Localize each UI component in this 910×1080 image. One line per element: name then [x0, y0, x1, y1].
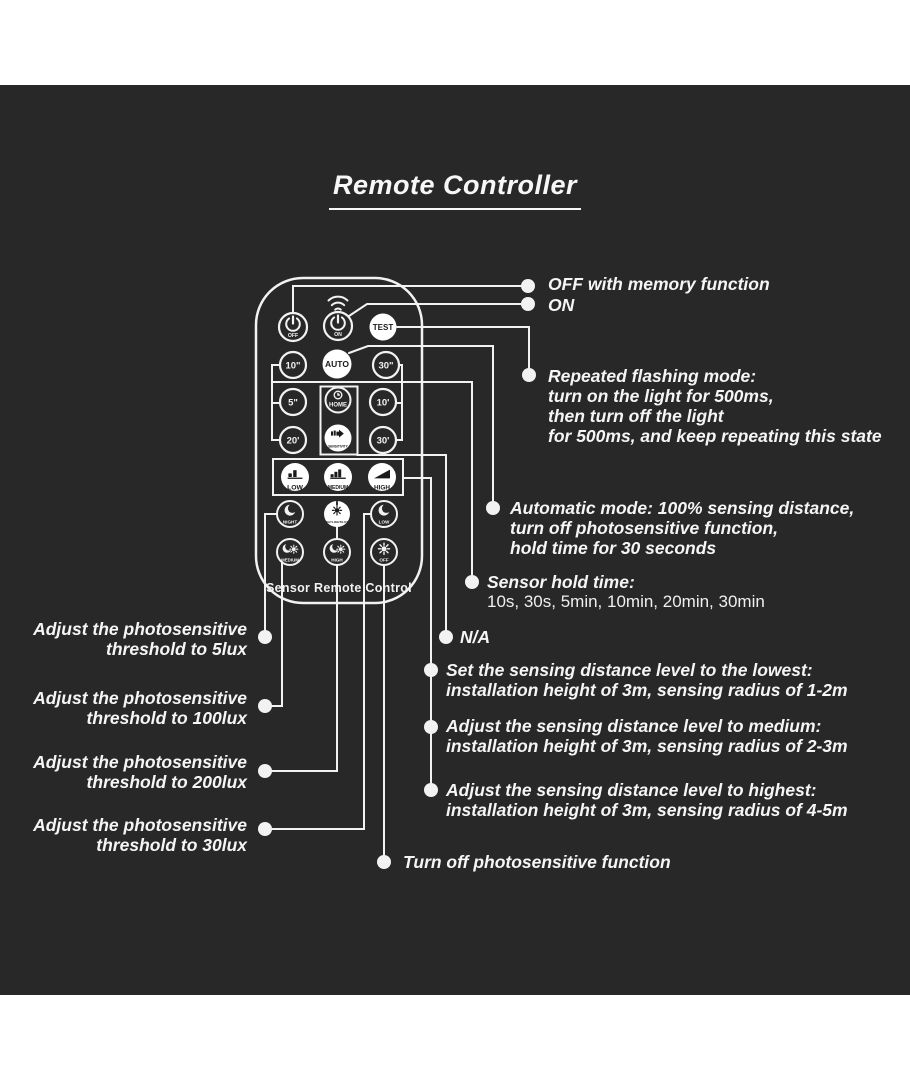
svg-text:HOME: HOME — [329, 402, 347, 409]
annotation-line: threshold to 30lux — [96, 835, 247, 855]
annotation-line: Adjust the photosensitive — [33, 752, 247, 772]
line-on — [346, 304, 521, 318]
button-30m — [370, 427, 396, 453]
annotation-lux200 — [33, 752, 247, 792]
svg-text:10": 10" — [285, 360, 301, 372]
svg-text:20': 20' — [286, 435, 300, 447]
annotation-automatic — [510, 498, 854, 558]
bullet-distance-medium — [424, 720, 438, 734]
line-night — [265, 514, 277, 630]
svg-text:OFF: OFF — [287, 332, 299, 339]
button-30s — [373, 352, 399, 378]
button-5s — [280, 389, 306, 415]
remote-footer-label: Sensor Remote Control — [266, 581, 412, 595]
svg-text:MEDIUM: MEDIUM — [281, 557, 299, 563]
svg-text:AUTO: AUTO — [325, 359, 349, 370]
sun-icon — [378, 543, 389, 554]
annotation-line: N/A — [460, 627, 491, 647]
annotation-na — [460, 627, 490, 647]
annotation-line: installation height of 3m, sensing radius of 2-3m — [446, 736, 848, 756]
line-time-bracket-left — [272, 365, 280, 440]
bullet-automatic — [486, 501, 500, 515]
annotation-flashing — [548, 366, 882, 446]
annotation-line: turn off photosensitive function, — [510, 518, 778, 538]
button-10s — [280, 352, 306, 378]
annotation-line: threshold to 5lux — [106, 639, 247, 659]
bullet-lux5 — [258, 630, 272, 644]
annotation-line: Adjust the photosensitive — [33, 815, 247, 835]
annotation-photosensitive-off — [403, 852, 671, 872]
svg-text:LOW: LOW — [287, 484, 303, 492]
annotation-line: installation height of 3m, sensing radius of 4-5m — [446, 800, 848, 820]
annotation-line: ON — [548, 295, 575, 315]
button-daylight-lux — [324, 501, 350, 527]
svg-text:HIGH: HIGH — [374, 484, 390, 492]
annotation-lux30 — [33, 815, 247, 855]
annotation-line: turn on the light for 500ms, — [548, 386, 774, 406]
annotation-line: Adjust the photosensitive — [33, 619, 247, 639]
svg-text:30": 30" — [378, 360, 394, 372]
annotation-line: Set the sensing distance level to the lowest: — [446, 660, 813, 680]
bullet-hold-time — [465, 575, 479, 589]
annotation-hold-time — [487, 572, 765, 612]
svg-text:DAYLIGHT/LUX: DAYLIGHT/LUX — [325, 520, 349, 525]
svg-text:SENSITIVITY: SENSITIVITY — [328, 444, 348, 449]
svg-text:OFF: OFF — [379, 557, 389, 563]
annotation-line: 10s, 30s, 5min, 10min, 20min, 30min — [487, 592, 765, 611]
bullet-off-memory — [521, 279, 535, 293]
annotation-on — [548, 295, 574, 315]
button-20m — [280, 427, 306, 453]
annotation-line: Adjust the sensing distance level to medium: — [446, 716, 822, 736]
line-distance-levels — [396, 478, 431, 790]
page-title: Remote Controller — [329, 170, 581, 210]
button-test — [370, 314, 397, 341]
svg-text:5": 5" — [288, 397, 298, 409]
line-test — [397, 327, 529, 368]
annotation-line: hold time for 30 seconds — [510, 538, 717, 558]
button-home — [326, 388, 351, 413]
annotation-line: then turn off the light — [548, 406, 724, 426]
bullet-lux200 — [258, 764, 272, 778]
annotation-line: threshold to 200lux — [86, 772, 247, 792]
button-off — [279, 313, 307, 341]
annotation-line: OFF with memory function — [548, 274, 770, 294]
button-lux-low — [371, 501, 397, 527]
svg-text:ON: ON — [334, 331, 342, 338]
annotation-line: Adjust the photosensitive — [33, 688, 247, 708]
bullet-on — [521, 297, 535, 311]
bullet-lux30 — [258, 822, 272, 836]
annotation-line: Sensor hold time: — [487, 572, 635, 592]
annotation-off-memory — [548, 274, 770, 294]
svg-text:LOW: LOW — [378, 519, 390, 525]
button-distance-medium — [324, 463, 352, 491]
svg-text:TEST: TEST — [372, 323, 394, 332]
annotation-lux5 — [33, 619, 247, 659]
bullet-na — [439, 630, 453, 644]
annotation-line: installation height of 3m, sensing radius of 1-2m — [446, 680, 848, 700]
button-night — [277, 501, 303, 527]
annotation-line: Repeated flashing mode: — [548, 366, 757, 386]
bullet-distance-highest — [424, 783, 438, 797]
button-on — [324, 312, 352, 340]
svg-text:MEDIUM: MEDIUM — [327, 485, 349, 492]
annotation-distance-lowest — [446, 660, 848, 700]
wifi-signal-icon — [329, 297, 348, 310]
button-lux-high — [324, 539, 350, 565]
bullet-flashing — [522, 368, 536, 382]
button-lux-medium — [277, 539, 303, 565]
annotation-lux100 — [33, 688, 247, 728]
annotation-line: Automatic mode: 100% sensing distance, — [510, 498, 855, 518]
svg-text:HIGH: HIGH — [331, 557, 343, 563]
bullet-photosensitive-off — [377, 855, 391, 869]
svg-text:10': 10' — [376, 397, 390, 409]
bullet-distance-lowest — [424, 663, 438, 677]
annotation-line: Turn off photosensitive function — [403, 852, 671, 872]
annotation-line: Adjust the sensing distance level to highest: — [446, 780, 817, 800]
svg-text:NIGHT: NIGHT — [282, 519, 298, 525]
annotation-distance-medium — [446, 716, 848, 756]
annotation-line: threshold to 100lux — [86, 708, 247, 728]
button-lux-off — [371, 539, 397, 565]
button-sensitivity — [325, 425, 352, 452]
annotation-line: for 500ms, and keep repeating this state — [548, 426, 882, 446]
bullet-lux100 — [258, 699, 272, 713]
button-10m — [370, 389, 396, 415]
annotation-distance-highest — [446, 780, 848, 820]
svg-text:30': 30' — [376, 435, 390, 447]
button-auto — [323, 350, 352, 379]
